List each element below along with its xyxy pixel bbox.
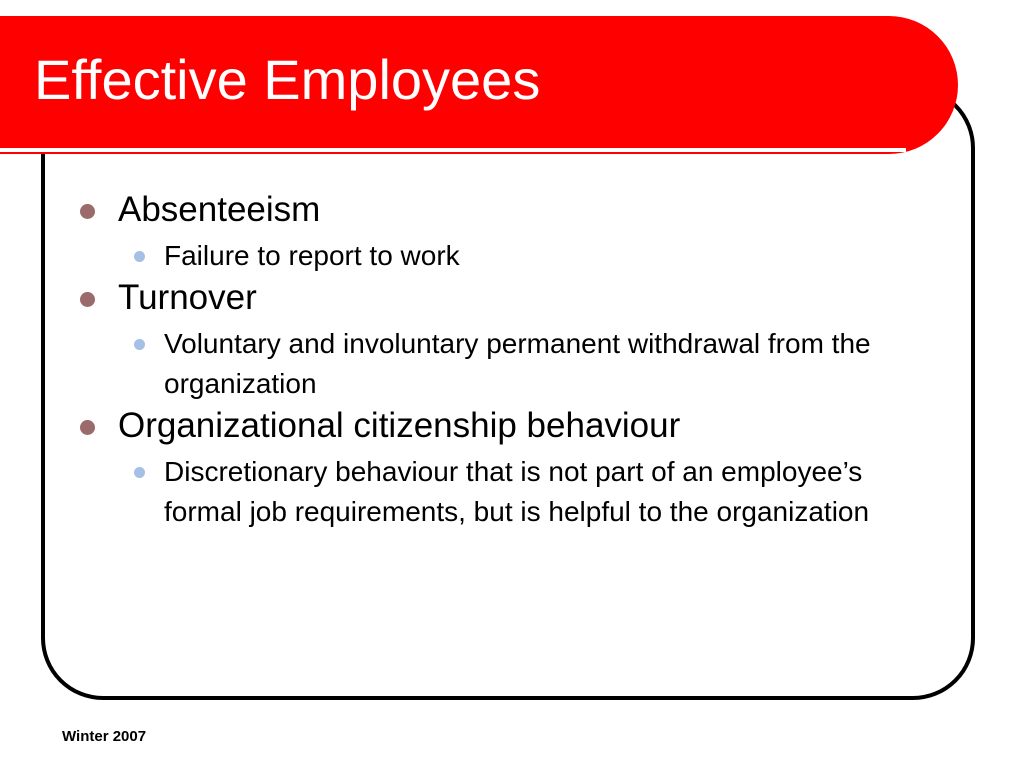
sub-bullet-item: [124, 236, 930, 276]
sub-bullet-text: Voluntary and involuntary permanent withdrawal from the organization: [164, 328, 871, 399]
bullet-item: [80, 276, 930, 320]
bullet-text: Turnover: [118, 278, 257, 317]
sub-bullet-dot-icon: [134, 339, 145, 350]
bullet-list: [80, 188, 930, 532]
sub-bullet-text: Failure to report to work: [164, 240, 460, 271]
slide-title: Effective Employees: [34, 48, 541, 111]
bullet-text: Absenteeism: [118, 190, 321, 229]
bullet-dot-icon: [80, 204, 95, 219]
sub-bullet-item: [124, 324, 930, 404]
footer-date: Winter 2007: [62, 728, 147, 745]
bullet-item: [80, 404, 930, 448]
sub-bullet-text: Discretionary behaviour that is not part of an employee’s formal job requirements, but is helpful to the organization: [164, 456, 870, 527]
sub-bullet-dot-icon: [134, 467, 145, 478]
bullet-dot-icon: [80, 420, 95, 435]
bullet-text: Organizational citizenship behaviour: [118, 406, 681, 445]
title-underline: [0, 148, 906, 152]
bullet-dot-icon: [80, 292, 95, 307]
sub-bullet-item: [124, 452, 930, 532]
sub-bullet-dot-icon: [134, 251, 145, 262]
bullet-item: [80, 188, 930, 232]
